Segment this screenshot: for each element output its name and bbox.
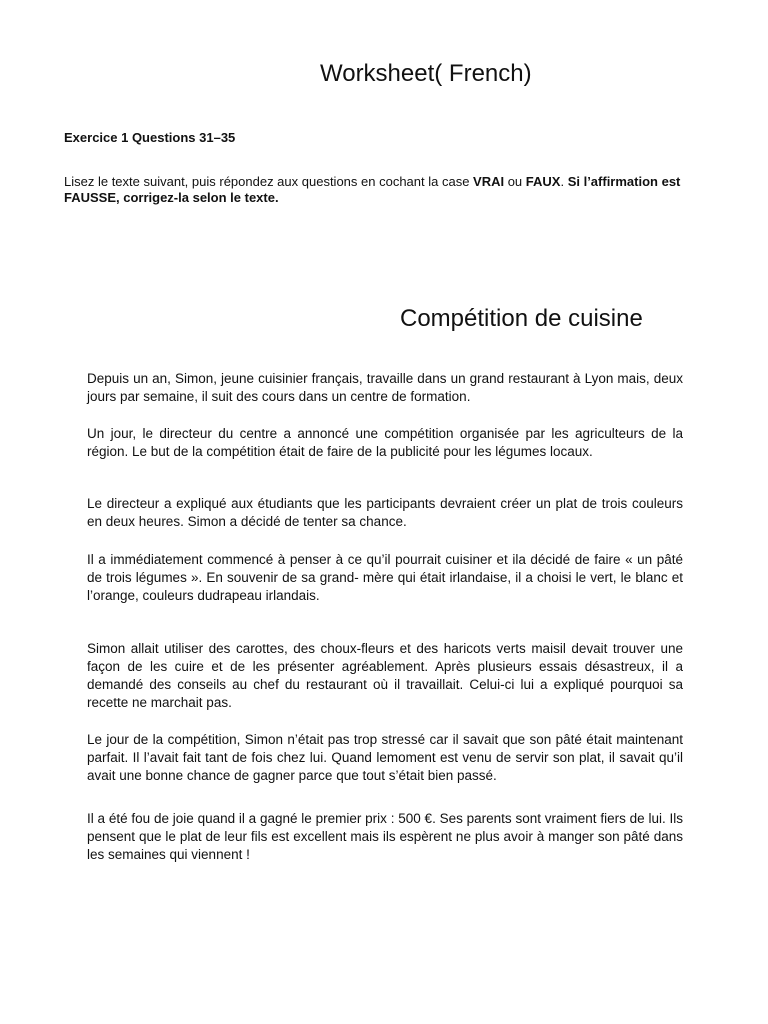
faux-label: FAUX — [525, 174, 561, 189]
story-paragraph: Il a immédiatement commencé à penser à ce qu’il pourrait cuisiner et ila décidé de faire « un pâté de trois légumes ». En souvenir de sa grand- mère qui était irlandaise, il a choisi le vert, le blanc et l’orange, couleurs dudrapeau irlandais. — [87, 552, 683, 603]
worksheet-title: Worksheet( French) — [320, 60, 532, 87]
story-paragraph: Il a été fou de joie quand il a gagné le premier prix : 500 €. Ses parents sont vraiment fiers de lui. Ils pensent que le plat de leur fils est excellent mais ils espèrent ne plus avoir à manger son pâté dans les semaines qui viennent ! — [87, 811, 683, 862]
instructions — [64, 174, 724, 206]
story-paragraph: Le jour de la compétition, Simon n’était pas trop stressé car il savait que son pâté était maintenant parfait. Il l’avait fait tant de fois chez lui. Quand lemoment est venu de servir son plat, il savait qu’il avait une bonne chance de gagner parce que tout s’était bien passé. — [87, 732, 683, 783]
instructions-text-1: Lisez le texte suivant, puis répondez aux questions en cochant la case — [64, 174, 474, 189]
instructions-correction-note: Si l’affirmation est FAUSSE, corrigez-la selon le texte. — [64, 174, 681, 205]
vrai-label: VRAI — [473, 174, 505, 189]
story-title: Compétition de cuisine — [400, 305, 643, 332]
instructions-text-3: . — [560, 174, 568, 189]
instructions-text-2: ou — [504, 174, 526, 189]
story-paragraph: Depuis un an, Simon, jeune cuisinier français, travaille dans un grand restaurant à Lyon mais, deux jours par semaine, il suit des cours dans un centre de formation. — [87, 371, 683, 404]
exercise-heading: Exercice 1 Questions 31–35 — [64, 130, 236, 145]
story-paragraph: Un jour, le directeur du centre a annoncé une compétition organisée par les agriculteurs de la région. Le but de la compétition était de faire de la publicité pour les légumes locaux. — [87, 426, 683, 459]
story-paragraph: Simon allait utiliser des carottes, des choux-fleurs et des haricots verts maisil devait trouver une façon de les cuire et de les présenter agréablement. Après plusieurs essais désastreux, il a demandé des conseils au chef du restaurant où il travaillait. Celui-ci lui a expliqué pourquoi sa recette ne marchait pas. — [87, 641, 683, 710]
story-paragraph: Le directeur a expliqué aux étudiants que les participants devraient créer un plat de trois couleurs en deux heures. Simon a décidé de tenter sa chance. — [87, 496, 683, 529]
